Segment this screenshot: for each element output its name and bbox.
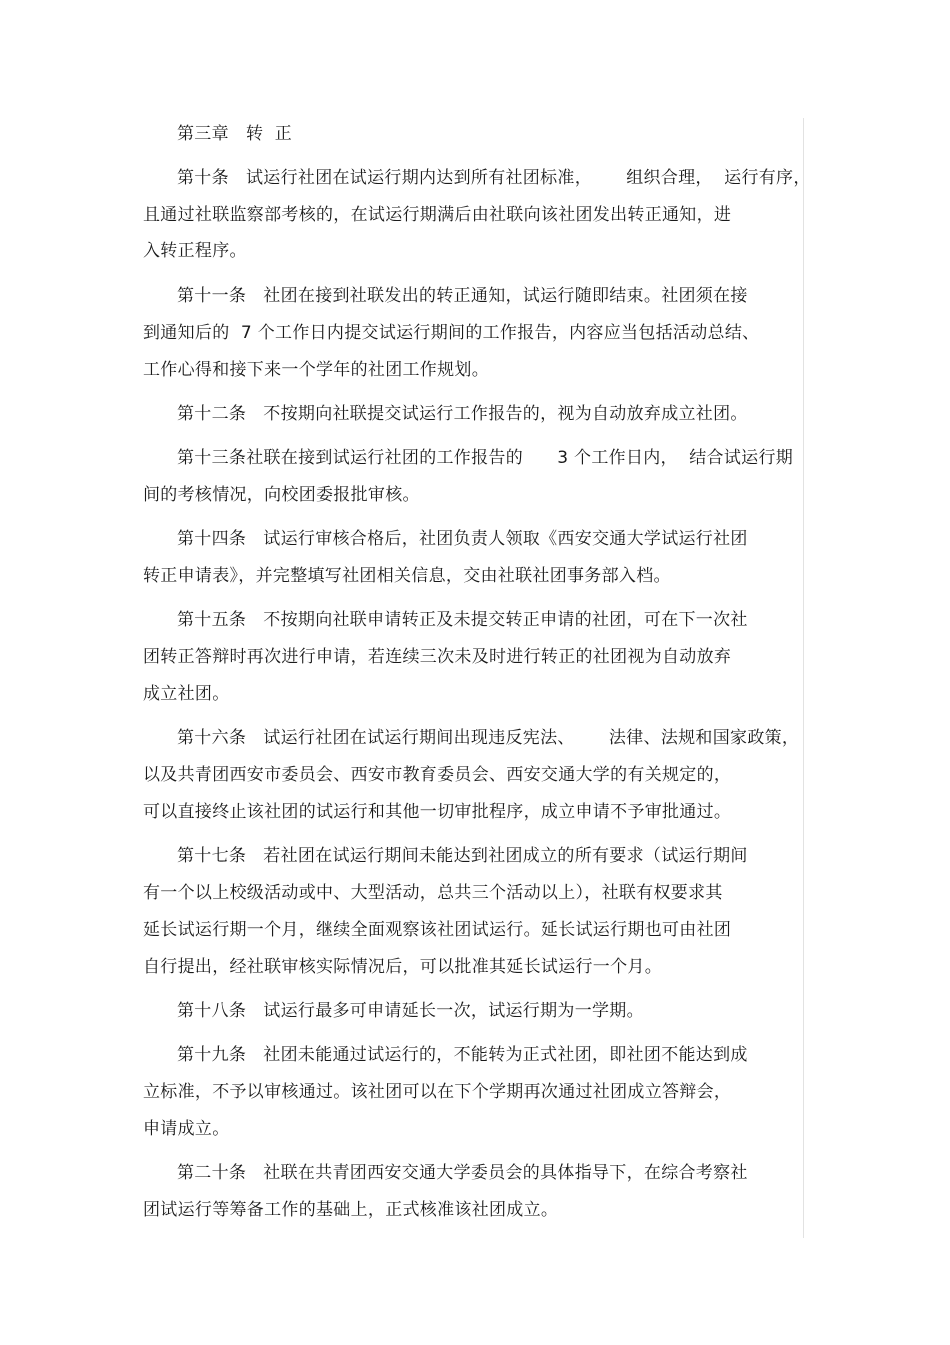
article-12-line-1: 第十二条 不按期向社联提交试运行工作报告的，视为自动放弃成立社团。 — [177, 404, 748, 424]
article-19-line-3: 申请成立。 — [143, 1119, 230, 1139]
article-11-line-3: 工作心得和接下来一个学年的社团工作规划。 — [143, 360, 489, 380]
article-20-line-2: 团试运行等筹备工作的基础上，正式核准该社团成立。 — [143, 1200, 559, 1220]
article-18-line-1: 第十八条 试运行最多可申请延长一次，试运行期为一学期。 — [177, 1001, 644, 1021]
article-14-line-2: 转正申请表》，并完整填写社团相关信息，交由社联社团事务部入档。 — [143, 566, 671, 586]
article-15-line-1: 第十五条 不按期向社联申请转正及未提交转正申请的社团，可在下一次社 — [177, 610, 748, 630]
article-19-line-1: 第十九条 社团未能通过试运行的，不能转为正式社团，即社团不能达到成 — [177, 1045, 748, 1065]
page-edge-rule — [803, 118, 804, 1238]
article-17-line-1: 第十七条 若社团在试运行期间未能达到社团成立的所有要求（试运行期间 — [177, 846, 748, 866]
article-11-line-1: 第十一条 社团在接到社联发出的转正通知，试运行随即结束。社团须在接 — [177, 286, 748, 306]
article-15-line-2: 团转正答辩时再次进行申请，若连续三次未及时进行转正的社团视为自动放弃 — [143, 647, 732, 667]
article-17-line-4: 自行提出，经社联审核实际情况后，可以批准其延长试运行一个月。 — [143, 957, 662, 977]
article-13-line-2: 间的考核情况，向校团委报批审核。 — [143, 485, 420, 505]
article-20-line-1: 第二十条 社联在共青团西安交通大学委员会的具体指导下，在综合考察社 — [177, 1163, 748, 1183]
article-11-line-2: 到通知后的 7 个工作日内提交试运行期间的工作报告，内容应当包括活动总结、 — [143, 323, 760, 343]
article-17-line-2: 有一个以上校级活动或中、大型活动，总共三个活动以上），社联有权要求其 — [143, 883, 723, 903]
article-14-line-1: 第十四条 试运行审核合格后，社团负责人领取《西安交通大学试运行社团 — [177, 529, 748, 549]
article-10-line-2: 且通过社联监察部考核的，在试运行期满后由社联向该社团发出转正通知，进 — [143, 205, 732, 225]
article-10-line-3: 入转正程序。 — [143, 241, 247, 261]
article-15-line-3: 成立社团。 — [143, 684, 230, 704]
article-17-line-3: 延长试运行期一个月，继续全面观察该社团试运行。延长试运行期也可由社团 — [143, 920, 732, 940]
chapter-heading: 第三章 转 正 — [177, 124, 293, 144]
article-13-line-1: 第十三条社联在接到试运行社团的工作报告的 3 个工作日内， 结合试运行期 — [177, 448, 794, 468]
article-10-line-1: 第十条 试运行社团在试运行期内达到所有社团标准， 组织合理， 运行有序， — [177, 168, 811, 188]
article-16-line-3: 可以直接终止该社团的试运行和其他一切审批程序，成立申请不予审批通过。 — [143, 802, 732, 822]
article-16-line-2: 以及共青团西安市委员会、西安市教育委员会、西安交通大学的有关规定的， — [143, 765, 732, 785]
article-16-line-1: 第十六条 试运行社团在试运行期间出现违反宪法、 法律、法规和国家政策， — [177, 728, 800, 748]
article-19-line-2: 立标准，不予以审核通过。该社团可以在下个学期再次通过社团成立答辩会， — [143, 1082, 732, 1102]
